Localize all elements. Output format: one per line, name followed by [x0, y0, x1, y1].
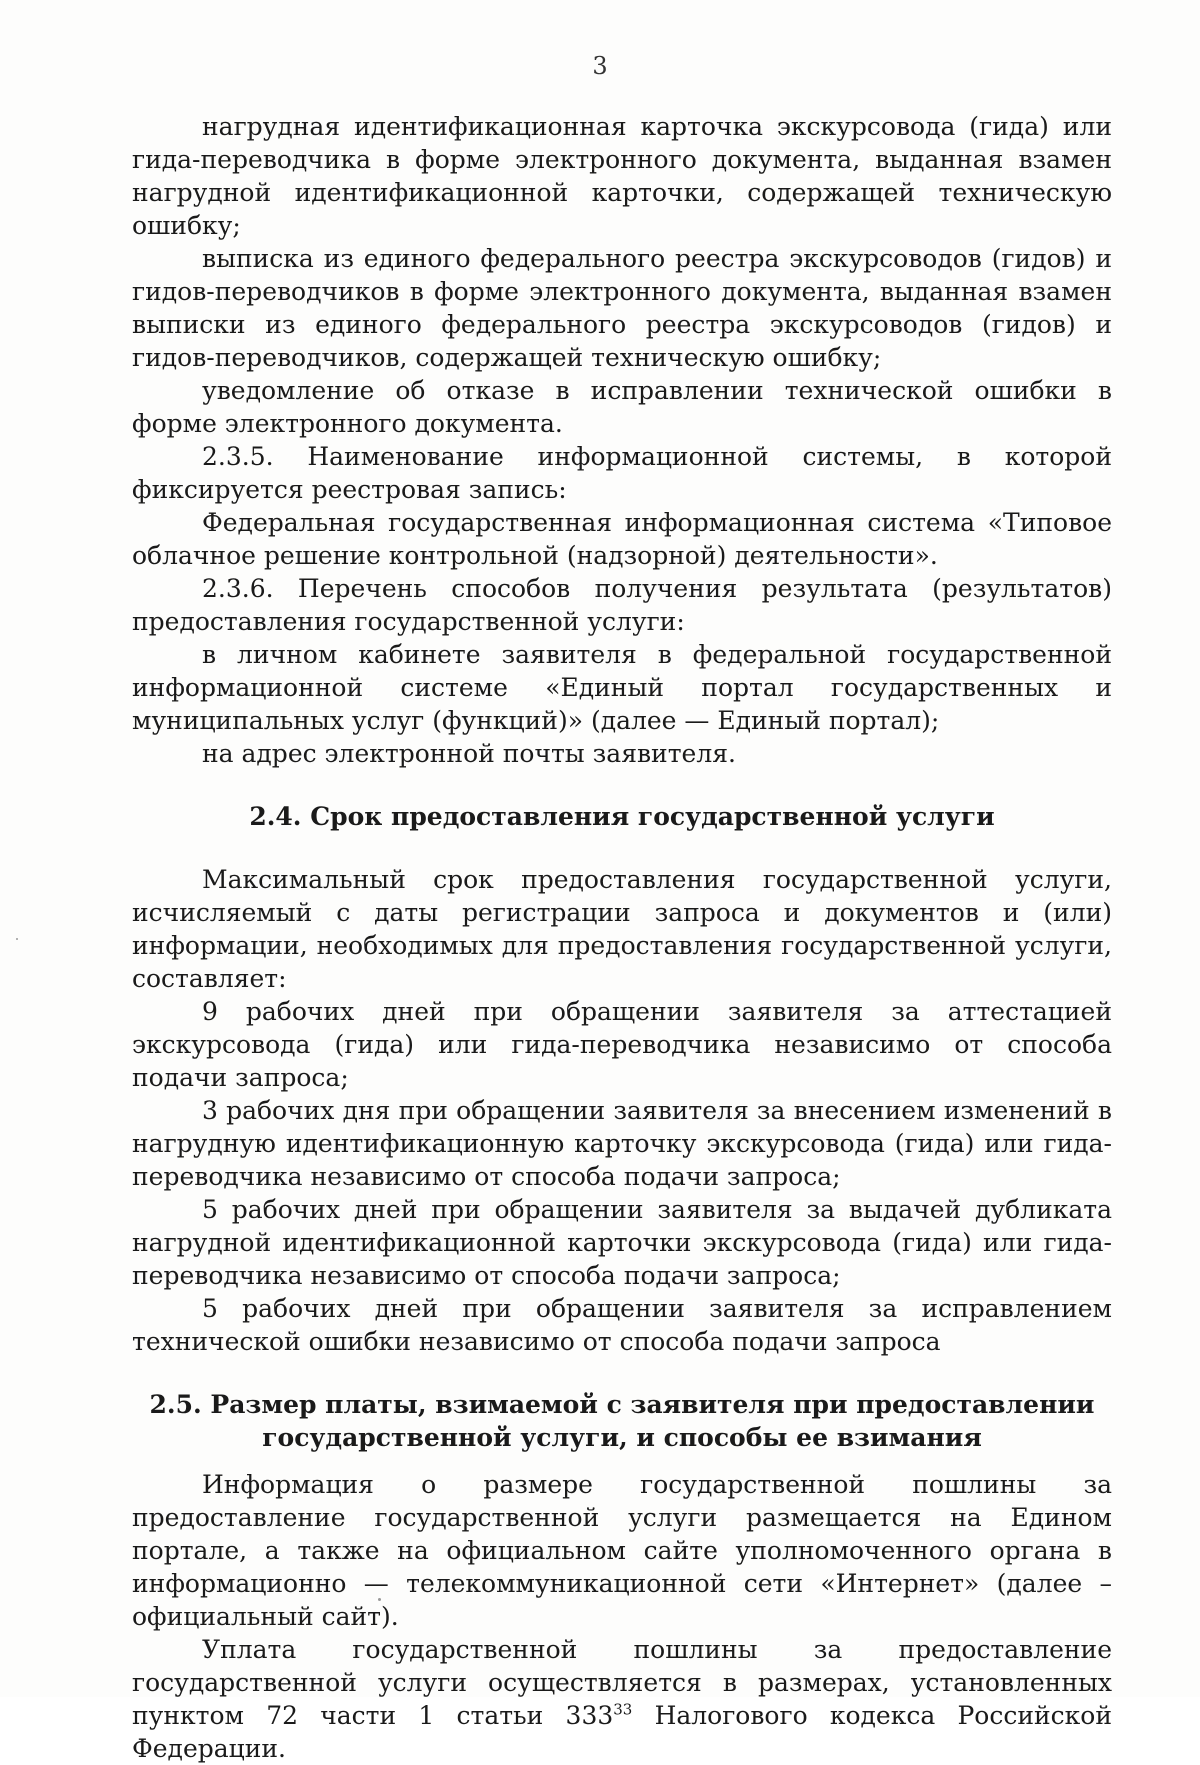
article-superscript: 33 [613, 1700, 633, 1719]
paragraph-term-9-days: 9 рабочих дней при обращении заявителя за аттестацией экскурсовода (гида) или гида-переводчика независимо от способа подачи запроса; [132, 997, 1112, 1092]
paragraph-registry-extract: выписка из единого федерального реестра экскурсоводов (гидов) и гидов-переводчиков в форме электронного документа, выданная взамен выписки из единого федерального реестра экскурсоводов (гидов) и гидов-переводчиков, содержащей техническую ошибку; [132, 244, 1112, 372]
paragraph-refusal-notice: уведомление об отказе в исправлении технической ошибки в форме электронного документа. [132, 376, 1112, 438]
section-heading-2-4: 2.4. Срок предоставления государственной услуги [249, 802, 995, 831]
paragraph-term-5-days-duplicate: 5 рабочих дней при обращении заявителя за выдачей дубликата нагрудной идентификационной карточки экскурсовода (гида) или гида-переводчика независимо от способа подачи запроса; [132, 1195, 1112, 1290]
paragraph-fee-payment [132, 1633, 1112, 1765]
paragraph-max-term: Максимальный срок предоставления государственной услуги, исчисляемый с даты регистрации запроса и документов и (или) информации, необходимых для предоставления государственной услуги, составляет: [132, 865, 1112, 993]
paragraph-fee-info: Информация о размере государственной пошлины за предоставление государственной услуги размещается на Едином портале, а также на официальном сайте уполномоченного органа в информационно — телекоммуникационной сети «Интернет» (далее – официальный сайт). [132, 1470, 1112, 1631]
fee-payment-text-end: Налогового кодекса Российской Федерации. [132, 1701, 1112, 1763]
page-number: 3 [592, 52, 608, 80]
section-heading-2-5: 2.5. Размер платы, взимаемой с заявителя при предоставлении государственной услуги, и способы ее взимания [149, 1390, 1095, 1452]
paragraph-2-3-5: 2.3.5. Наименование информационной системы, в которой фиксируется реестровая запись: [132, 442, 1112, 504]
paragraph-term-3-days: 3 рабочих дня при обращении заявителя за внесением изменений в нагрудную идентификационную карточку экскурсовода (гида) или гида-переводчика независимо от способа подачи запроса; [132, 1096, 1112, 1191]
paragraph-email: на адрес электронной почты заявителя. [202, 739, 736, 768]
scan-speck [378, 1598, 381, 1601]
paragraph-badge-reissue: нагрудная идентификационная карточка экскурсовода (гида) или гида-переводчика в форме электронного документа, выданная взамен нагрудной идентификационной карточки, содержащей техническую ошибку; [132, 112, 1112, 240]
paragraph-2-3-6: 2.3.6. Перечень способов получения результата (результатов) предоставления государственной услуги: [132, 574, 1112, 636]
paragraph-information-system: Федеральная государственная информационная система «Типовое облачное решение контрольной (надзорной) деятельности». [132, 508, 1112, 570]
fee-payment-text: Уплата государственной пошлины за предоставление государственной услуги осуществляется в размерах, установленных пунктом 72 части 1 статьи 333 [132, 1635, 1112, 1730]
document-body [132, 110, 1112, 1765]
scan-speck [16, 938, 18, 940]
paragraph-term-5-days-correction: 5 рабочих дней при обращении заявителя за исправлением технической ошибки независимо от способа подачи запроса [132, 1294, 1112, 1356]
paragraph-personal-account: в личном кабинете заявителя в федеральной государственной информационной системе «Единый портал государственных и муниципальных услуг (функций)» (далее — Единый портал); [132, 640, 1112, 735]
